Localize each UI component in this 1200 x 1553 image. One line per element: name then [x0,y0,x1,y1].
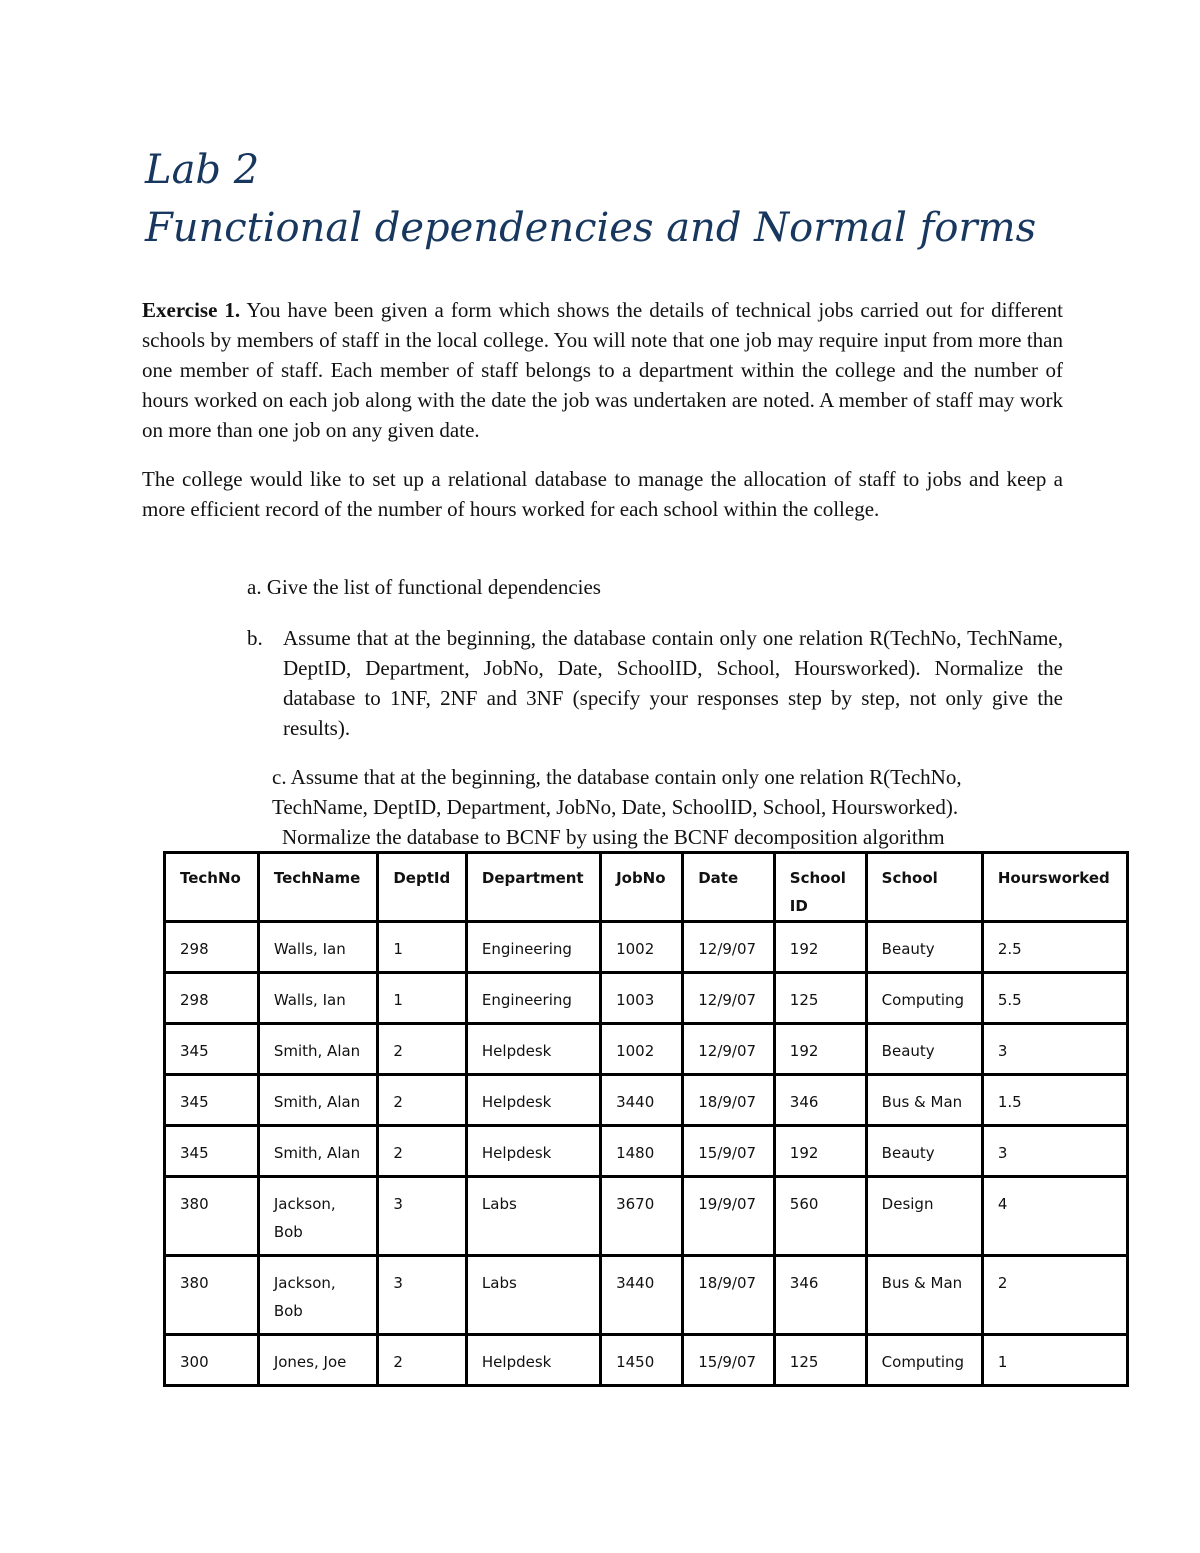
question-a: a. Give the list of functional dependencies [247,575,601,599]
table-cell: Engineering [466,973,600,1024]
table-cell: Computing [866,973,982,1024]
table-cell: 3 [378,1177,467,1256]
table-cell: 2 [378,1075,467,1126]
table-cell: 346 [774,1256,866,1335]
table-cell: 3 [378,1256,467,1335]
table-cell: 18/9/07 [683,1075,775,1126]
table-cell: Smith, Alan [258,1024,378,1075]
table-cell: 12/9/07 [683,922,775,973]
question-c [272,762,1072,852]
table-cell: Helpdesk [466,1335,600,1386]
exercise-text: You have been given a form which shows the details of technical jobs carried out for different schools by members of staff in the local college. You will note that one job may require input from more than one member of staff. Each member of staff belongs to a department within the college and the number of hours worked on each job along with the date the job was undertaken are noted. A member of staff may work on more than one job on any given date. [142,298,1063,442]
table-cell: 380 [165,1256,259,1335]
table-cell: 1 [378,973,467,1024]
table-cell: 1002 [601,1024,683,1075]
table-row [165,1126,1128,1177]
table-cell: Helpdesk [466,1024,600,1075]
table-cell: 125 [774,1335,866,1386]
table-cell: Labs [466,1177,600,1256]
table-cell: 1.5 [982,1075,1127,1126]
table-cell: 345 [165,1075,259,1126]
question-b-text: Assume that at the beginning, the database contain only one relation R(TechNo, TechName, DeptID, Department, JobNo, Date, SchoolID, School, Hoursworked). Normalize the database to 1NF, 2NF and 3NF (specify your responses step by step, not only give the results). [283,626,1063,740]
column-header: TechNo [165,853,259,922]
table-cell: 3 [982,1024,1127,1075]
column-header: Date [683,853,775,922]
table-cell: Bus & Man [866,1075,982,1126]
table-cell: 3670 [601,1177,683,1256]
column-header: JobNo [601,853,683,922]
table-cell: 192 [774,1126,866,1177]
table-cell: 125 [774,973,866,1024]
table-row [165,922,1128,973]
table-cell: 1003 [601,973,683,1024]
table-cell: 345 [165,1024,259,1075]
table-row [165,1024,1128,1075]
table-cell: Computing [866,1335,982,1386]
table-cell: 192 [774,922,866,973]
table-cell: Walls, Ian [258,922,378,973]
table-cell: Walls, Ian [258,973,378,1024]
question-b-label: b. [247,626,263,650]
table-cell: 12/9/07 [683,973,775,1024]
column-header: School [866,853,982,922]
table-cell: Jones, Joe [258,1335,378,1386]
table-cell: 346 [774,1075,866,1126]
table-cell: 300 [165,1335,259,1386]
table-cell: 345 [165,1126,259,1177]
table-cell: 15/9/07 [683,1126,775,1177]
table-cell: Beauty [866,1024,982,1075]
question-b [247,623,1063,743]
question-c-line3: Normalize the database to BCNF by using the BCNF decomposition algorithm [282,825,945,849]
table-cell: 298 [165,922,259,973]
table-cell: 3 [982,1126,1127,1177]
table-cell: 2 [378,1126,467,1177]
table-cell: 1002 [601,922,683,973]
table-cell: 4 [982,1177,1127,1256]
table-cell: Jackson, Bob [258,1177,378,1256]
table-cell: 12/9/07 [683,1024,775,1075]
page-subtitle: Functional dependencies and Normal forms [145,205,1037,251]
table-row [165,1177,1128,1256]
table-cell: 2 [378,1335,467,1386]
table-cell: 2.5 [982,922,1127,973]
table-row [165,973,1128,1024]
technical-jobs-table [163,851,1129,1387]
exercise-paragraph [142,295,1063,445]
table-cell: Smith, Alan [258,1126,378,1177]
question-c-line2: TechName, DeptID, Department, JobNo, Date, SchoolID, School, Hoursworked). [272,795,959,819]
table-cell: 3440 [601,1075,683,1126]
table-row [165,1256,1128,1335]
table-cell: Beauty [866,922,982,973]
table-cell: 2 [982,1256,1127,1335]
table-cell: 560 [774,1177,866,1256]
page-title: Lab 2 [145,147,260,193]
table-cell: Smith, Alan [258,1075,378,1126]
context-paragraph: The college would like to set up a relational database to manage the allocation of staff to jobs and keep a more efficient record of the number of hours worked for each school within the college. [142,467,1063,521]
table-cell: Beauty [866,1126,982,1177]
table-header-row [165,853,1128,922]
exercise-label: Exercise 1. [142,298,241,322]
column-header: DeptId [378,853,467,922]
table-cell: 1450 [601,1335,683,1386]
column-header: School ID [774,853,866,922]
table-cell: 380 [165,1177,259,1256]
table-cell: Engineering [466,922,600,973]
table-row [165,1335,1128,1386]
table-cell: Design [866,1177,982,1256]
table-cell: Labs [466,1256,600,1335]
table-cell: 2 [378,1024,467,1075]
table-cell: 192 [774,1024,866,1075]
column-header: TechName [258,853,378,922]
table-cell: 3440 [601,1256,683,1335]
table-cell: Helpdesk [466,1075,600,1126]
table-cell: 18/9/07 [683,1256,775,1335]
column-header: Hoursworked [982,853,1127,922]
table-cell: 1 [378,922,467,973]
table-cell: 15/9/07 [683,1335,775,1386]
table-row [165,1075,1128,1126]
table-cell: 1480 [601,1126,683,1177]
question-c-line1: c. Assume that at the beginning, the database contain only one relation R(TechNo, [272,765,962,789]
table-cell: 5.5 [982,973,1127,1024]
table-cell: 19/9/07 [683,1177,775,1256]
column-header: Department [466,853,600,922]
table-cell: Jackson, Bob [258,1256,378,1335]
table-cell: Helpdesk [466,1126,600,1177]
table-cell: 298 [165,973,259,1024]
table-cell: Bus & Man [866,1256,982,1335]
table-cell: 1 [982,1335,1127,1386]
